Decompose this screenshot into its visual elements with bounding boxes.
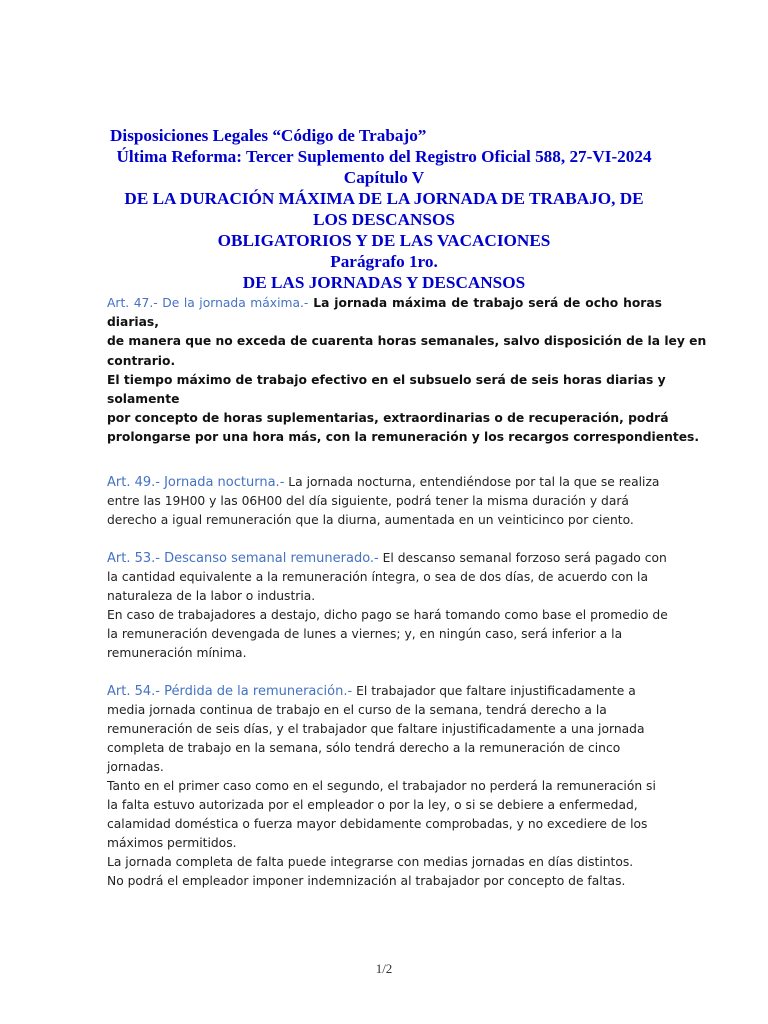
article-54-line <box>107 682 662 701</box>
article-54-line: la falta estuvo autorizada por el empleador o por la ley, o si se debiere a enfermedad, <box>107 798 638 812</box>
article-53-line: En caso de trabajadores a destajo, dicho pago se hará tomando como base el promedio de <box>107 608 668 622</box>
article-53 <box>107 549 668 663</box>
article-54-line: La jornada completa de falta puede integrarse con medias jornadas en días distintos. <box>107 855 634 869</box>
article-49-line <box>107 473 662 492</box>
document-source-title: Disposiciones Legales “Código de Trabajo” <box>110 126 427 145</box>
last-reform-line: Última Reforma: Tercer Suplemento del Registro Oficial 588, 27-VI-2024 <box>116 147 652 166</box>
article-54-line: calamidad doméstica o fuerza mayor debidamente comprobadas, y no excediere de los <box>107 817 648 831</box>
article-49-line: derecho a igual remuneración que la diurna, aumentada en un veinticinco por ciento. <box>107 513 634 527</box>
article-53-line: naturaleza de la labor o industria. <box>107 589 316 603</box>
article-49-line: entre las 19H00 y las 06H00 del día siguiente, podrá tener la misma duración y dará <box>107 494 629 508</box>
article-53-title: Art. 53.- Descanso semanal remunerado.- <box>107 551 379 566</box>
section-title: DE LAS JORNADAS Y DESCANSOS <box>242 273 526 292</box>
article-47-line: El tiempo máximo de trabajo efectivo en el subsuelo será de seis horas diarias y <box>107 372 666 387</box>
article-54-line: No podrá el empleador imponer indemnización al trabajador por concepto de faltas. <box>107 874 626 888</box>
article-54-line: jornadas. <box>107 760 164 774</box>
document-heading <box>100 125 668 293</box>
article-54-line: máximos permitidos. <box>107 836 237 850</box>
chapter-heading-line-3: OBLIGATORIOS Y DE LAS VACACIONES <box>217 231 551 250</box>
chapter-heading-line-1: DE LA DURACIÓN MÁXIMA DE LA JORNADA DE TRABAJO, DE <box>124 189 644 208</box>
article-47-line: diarias, <box>107 315 159 330</box>
article-54-line: completa de trabajo en la semana, sólo tendrá derecho a la remuneración de cinco <box>107 741 621 755</box>
article-53-text: El descanso semanal forzoso será pagado con <box>378 551 667 565</box>
chapter-heading-line-2: LOS DESCANSOS <box>313 210 455 229</box>
article-47-line: por concepto de horas suplementarias, extraordinarias o de recuperación, podrá <box>107 411 669 426</box>
chapter-title: Capítulo V <box>343 168 425 187</box>
article-49 <box>107 473 662 530</box>
article-53-line: remuneración mínima. <box>107 646 247 660</box>
article-53-line <box>107 549 667 568</box>
page-number: 1/2 <box>375 961 393 976</box>
article-47-line: prolongarse por una hora más, con la remuneración y los recargos correspondientes. <box>107 430 700 445</box>
article-47-text: La jornada máxima de trabajo será de ocho horas <box>308 296 662 310</box>
article-54-line: Tanto en el primer caso como en el segundo, el trabajador no perderá la remuneración si <box>107 779 656 793</box>
article-53-line: la remuneración devengada de lunes a viernes; y, en ningún caso, será inferior a la <box>107 627 623 641</box>
article-54-line: remuneración de seis días, y el trabajador que faltare injustificadamente a una jornada <box>107 722 645 736</box>
paragraph-number: Parágrafo 1ro. <box>330 252 438 271</box>
article-47-line: solamente <box>107 391 180 406</box>
article-49-text: La jornada nocturna, entendiéndose por tal la que se realiza <box>284 475 660 489</box>
article-47-line <box>107 294 662 313</box>
article-47-title: Art. 47.- De la jornada máxima.- <box>107 296 309 310</box>
article-47-line: contrario. <box>107 353 176 368</box>
article-47 <box>107 294 707 448</box>
article-47-line: de manera que no exceda de cuarenta horas semanales, salvo disposición de la ley en <box>107 334 707 349</box>
article-54-title: Art. 54.- Pérdida de la remuneración.- <box>107 684 353 699</box>
article-54-text: El trabajador que faltare injustificadamente a <box>352 684 636 698</box>
article-53-line: la cantidad equivalente a la remuneración íntegra, o sea de dos días, de acuerdo con la <box>107 570 649 584</box>
article-54-line: media jornada continua de trabajo en el curso de la semana, tendrá derecho a la <box>107 703 607 717</box>
article-49-title: Art. 49.- Jornada nocturna.- <box>107 475 285 490</box>
article-54 <box>107 682 662 891</box>
